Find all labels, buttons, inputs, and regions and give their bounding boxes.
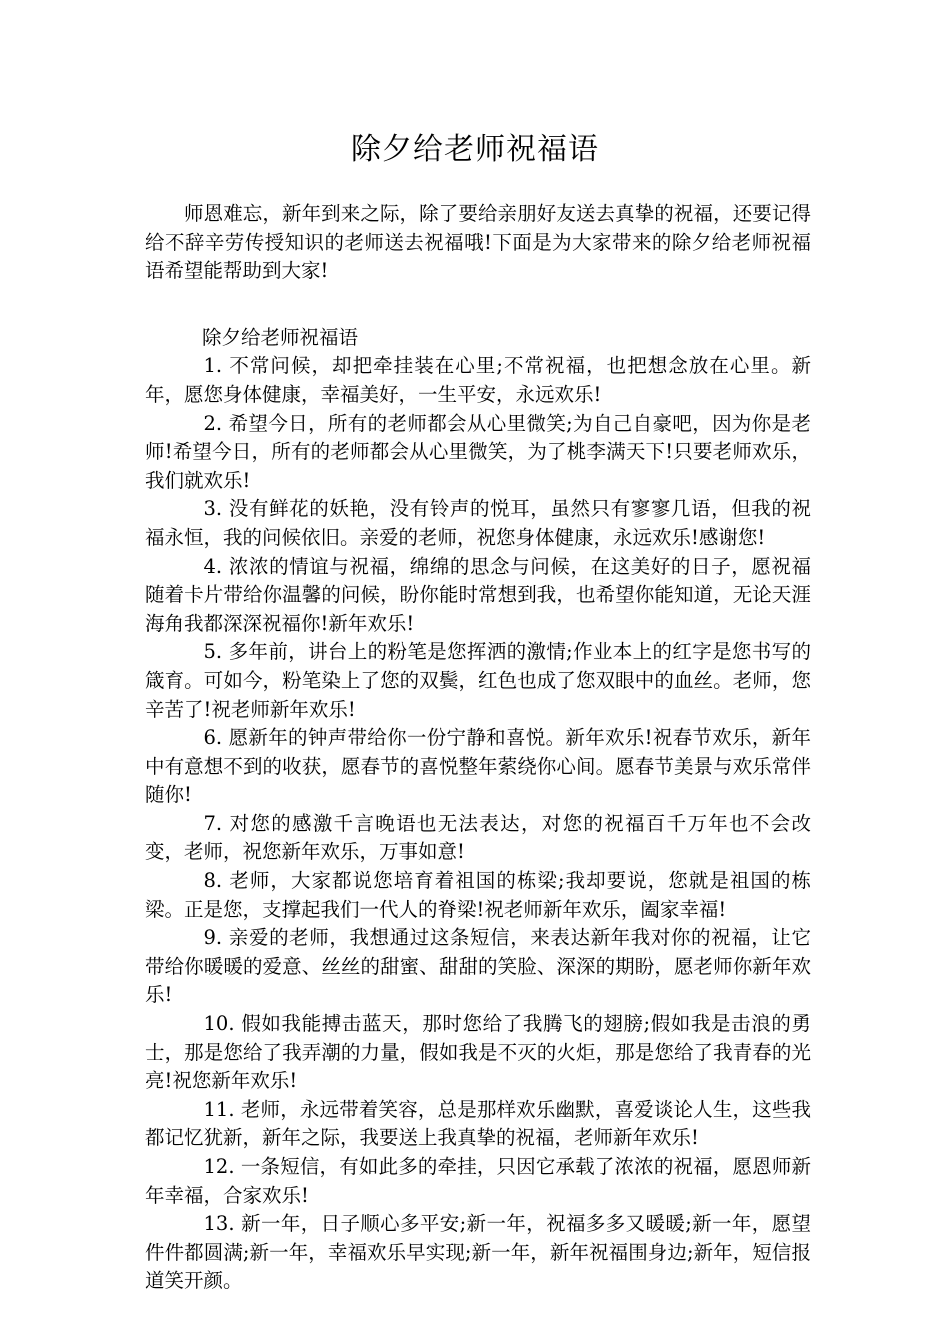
greeting-item: 9. 亲爱的老师，我想通过这条短信，来表达新年我对你的祝福，让它带给你暖暖的爱意、丝丝的甜蜜、甜甜的笑脸、深深的期盼，愿老师你新年欢乐! [145,926,811,1007]
greeting-item: 7. 对您的感激千言晚语也无法表达，对您的祝福百千万年也不会改变，老师，祝您新年欢乐，万事如意! [145,811,811,864]
greeting-item: 8. 老师，大家都说您培育着祖国的栋梁;我却要说，您就是祖国的栋梁。正是您，支撑起我们一代人的脊梁!祝老师新年欢乐，阖家幸福! [145,869,811,921]
document-title: 除夕给老师祝福语 [351,132,599,167]
greeting-item: 6. 愿新年的钟声带给你一份宁静和喜悦。新年欢乐!祝春节欢乐，新年中有意想不到的收获，愿春节的喜悦整年萦绕你心间。愿春节美景与欢乐常伴随你! [145,726,811,807]
greeting-item: 5. 多年前，讲台上的粉笔是您挥洒的激情;作业本上的红字是您书写的箴育。可如今，粉笔染上了您的双鬓，红色也成了您双眼中的血丝。老师，您辛苦了!祝老师新年欢乐! [145,640,811,721]
greeting-item: 3. 没有鲜花的妖艳，没有铃声的悦耳，虽然只有寥寥几语，但我的祝福永恒，我的问候依旧。亲爱的老师，祝您身体健康，永远欢乐!感谢您! [145,497,811,549]
document-body [145,200,811,1296]
greeting-item: 2. 希望今日，所有的老师都会从心里微笑;为自己自豪吧，因为你是老师!希望今日，所有的老师都会从心里微笑，为了桃李满天下!只要老师欢乐，我们就欢乐! [145,411,811,492]
greeting-item: 12. 一条短信，有如此多的牵挂，只因它承载了浓浓的祝福，愿恩师新年幸福，合家欢乐! [145,1155,811,1207]
intro-paragraph: 师恩难忘，新年到来之际，除了要给亲朋好友送去真挚的祝福，还要记得给不辞辛劳传授知识的老师送去祝福哦!下面是为大家带来的除夕给老师祝福语希望能帮助到大家! [145,202,811,283]
greeting-item: 10. 假如我能搏击蓝天，那时您给了我腾飞的翅膀;假如我是击浪的勇士，那是您给了我弄潮的力量，假如我是不灭的火炬，那是您给了我青春的光亮!祝您新年欢乐! [145,1012,811,1093]
greeting-item: 4. 浓浓的情谊与祝福，绵绵的思念与问候，在这美好的日子，愿祝福随着卡片带给你温馨的问候，盼你能时常想到我，也希望你能知道，无论天涯海角我都深深祝福你!新年欢乐! [145,554,811,635]
greeting-item: 11. 老师，永远带着笑容，总是那样欢乐幽默，喜爱谈论人生，这些我都记忆犹新，新年之际，我要送上我真挚的祝福，老师新年欢乐! [145,1097,811,1150]
section-subtitle: 除夕给老师祝福语 [202,325,359,349]
greeting-item: 1. 不常问候，却把牵挂装在心里;不常祝福，也把想念放在心里。新年，愿您身体健康，幸福美好，一生平安，永远欢乐! [145,354,811,406]
greeting-item: 13. 新一年，日子顺心多平安;新一年，祝福多多又暖暖;新一年，愿望件件都圆满;新一年，幸福欢乐早实现;新一年，新年祝福围身边;新年，短信报道笑开颜。 [145,1212,811,1293]
